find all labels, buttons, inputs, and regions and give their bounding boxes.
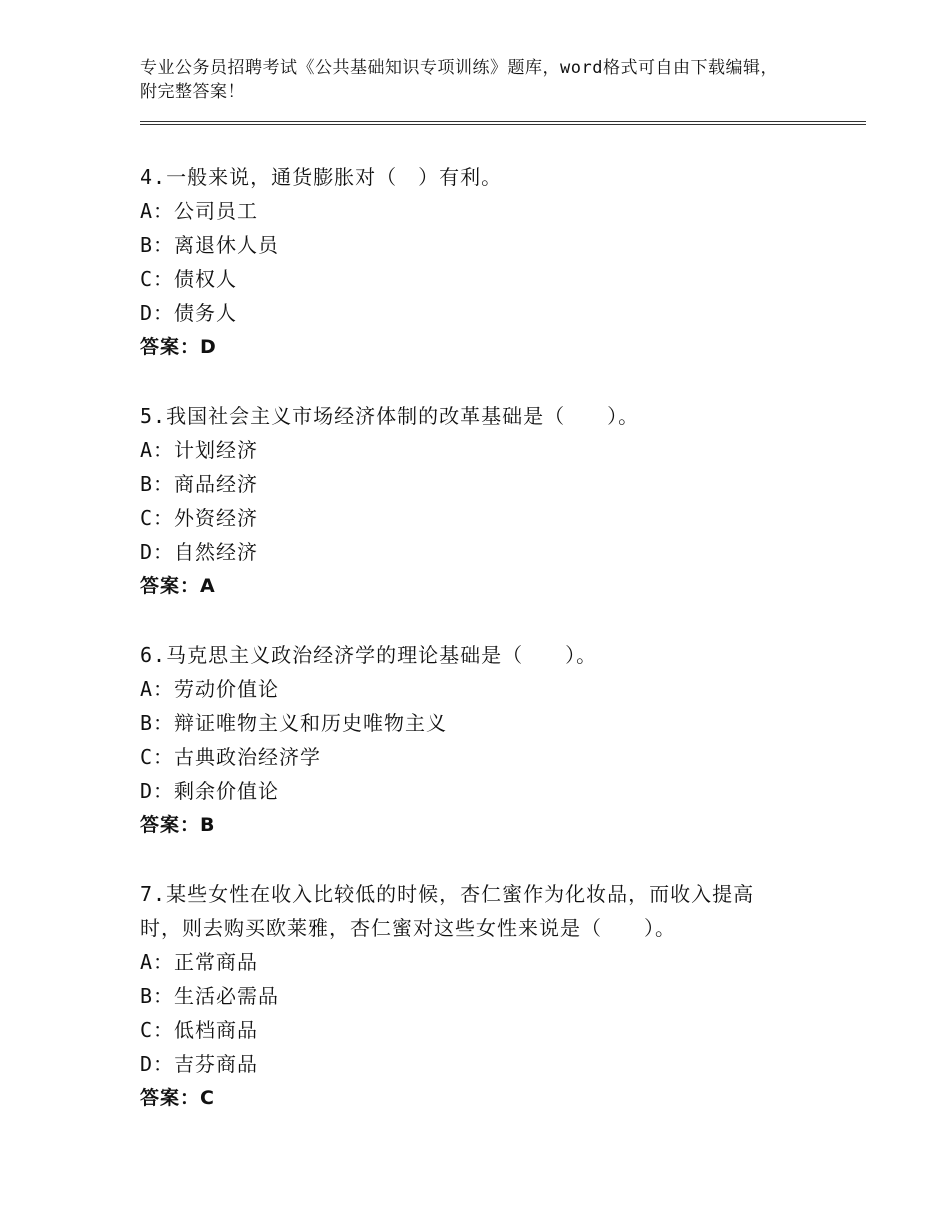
answer: 答案：A (140, 575, 216, 597)
option-d: D：吉芬商品 (140, 1052, 259, 1076)
option-a: A：正常商品 (140, 950, 259, 974)
question-4 (140, 160, 790, 364)
option-a: A：劳动价值论 (140, 677, 280, 701)
option-c: C：外资经济 (140, 506, 259, 530)
question-list (140, 160, 790, 1150)
option-b: B：商品经济 (140, 472, 259, 496)
option-d: D：剩余价值论 (140, 779, 280, 803)
question-stem: 6.马克思主义政治经济学的理论基础是（ ）。 (140, 643, 598, 667)
option-b: B：生活必需品 (140, 984, 280, 1008)
header-rule-top (140, 121, 866, 122)
header-rule-bottom (140, 124, 866, 125)
option-b: B：辩证唯物主义和历史唯物主义 (140, 711, 448, 735)
question-stem: 4.一般来说，通货膨胀对（ ）有利。 (140, 165, 503, 189)
option-a: A：计划经济 (140, 438, 259, 462)
question-stem: 7.某些女性在收入比较低的时候，杏仁蜜作为化妆品，而收入提高时，则去购买欧莱雅，杏仁蜜对这些女性来说是（ ）。 (140, 882, 755, 940)
question-7 (140, 877, 790, 1115)
question-5 (140, 399, 790, 603)
option-a: A：公司员工 (140, 199, 259, 223)
option-c: C：古典政治经济学 (140, 745, 322, 769)
option-d: D：债务人 (140, 301, 238, 325)
answer: 答案：C (140, 1087, 215, 1109)
option-c: C：债权人 (140, 267, 238, 291)
question-6 (140, 638, 790, 842)
answer: 答案：D (140, 336, 217, 358)
answer: 答案：B (140, 814, 216, 836)
option-b: B：离退休人员 (140, 233, 280, 257)
option-c: C：低档商品 (140, 1018, 259, 1042)
option-d: D：自然经济 (140, 540, 259, 564)
document-header: 专业公务员招聘考试《公共基础知识专项训练》题库，word格式可自由下载编辑，附完整答案！ (140, 58, 778, 102)
question-stem: 5.我国社会主义市场经济体制的改革基础是（ ）。 (140, 404, 640, 428)
